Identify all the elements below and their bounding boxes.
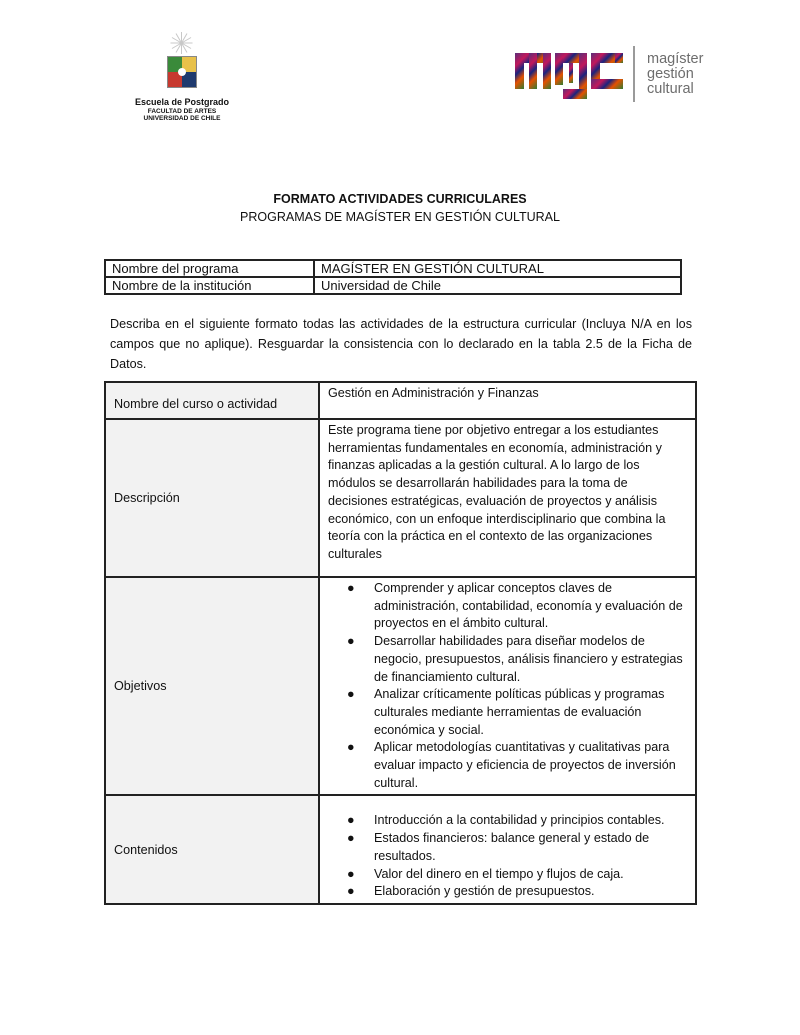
contents-label: Contenidos <box>105 795 319 904</box>
list-item-text: Aplicar metodologías cuantitativas y cualitativas para evaluar impacto y eficiencia de proyectos de inversión cultural. <box>374 740 676 790</box>
program-name-label: Nombre del programa <box>105 260 314 277</box>
contents-value <box>319 795 696 904</box>
table-row <box>105 382 696 419</box>
description-value <box>319 419 696 577</box>
bullet-icon: ● <box>347 581 355 595</box>
institution-value: Universidad de Chile <box>314 277 681 294</box>
list-item <box>347 580 687 633</box>
table-row <box>105 277 681 294</box>
objectives-label: Objetivos <box>105 577 319 795</box>
contents-list <box>328 812 687 901</box>
list-item-text: Valor del dinero en el tiempo y flujos de caja. <box>374 866 624 881</box>
program-info-table <box>104 259 682 295</box>
description-text: Este programa tiene por objetivo entregar a los estudiantes herramientas fundamentales en economía, administración y finanzas aplicadas a la gestión cultural. A lo largo de los módulos se desarrollarán habilidades para la toma de decisiones estratégicas, evaluación de proyectos y análisis económico, con un enfoque interdisciplinario que combina la teoría con la práctica en el contexto de las organizaciones culturales <box>328 423 666 561</box>
list-item <box>347 633 687 686</box>
table-row <box>105 260 681 277</box>
list-item <box>347 686 687 739</box>
bullet-icon: ● <box>347 687 355 702</box>
bullet-icon: ● <box>347 866 355 881</box>
table-row <box>105 419 696 577</box>
list-item <box>347 883 687 901</box>
escuela-postgrado-logo <box>128 32 236 122</box>
list-item <box>347 830 687 865</box>
list-item-text: Analizar críticamente políticas públicas y programas culturales mediante herramientas de evaluación económica y social. <box>374 687 665 737</box>
logo-school-name: Escuela de Postgrado <box>134 97 230 107</box>
logo-university-name: UNIVERSIDAD DE CHILE <box>143 115 221 122</box>
logo-divider <box>633 46 635 102</box>
list-item <box>347 739 687 792</box>
bullet-icon: ● <box>347 740 355 755</box>
list-item-text: Elaboración y gestión de presupuestos. <box>374 884 595 899</box>
title-main: FORMATO ACTIVIDADES CURRICULARES <box>273 192 527 206</box>
program-name-value: MAGÍSTER EN GESTIÓN CULTURAL <box>314 260 681 277</box>
instructions-paragraph: Describa en el siguiente formato todas las actividades de la estructura curricular (Incluya N/A en los campos que no aplique). Resguardar la consistencia con lo declarado en la tabla 2.5 de la Ficha de Datos. <box>110 317 692 371</box>
list-item-text: Comprender y aplicar conceptos claves de administración, contabilidad, economía y evaluación de proyectos en el ámbito cultural. <box>374 581 683 631</box>
objectives-value <box>319 577 696 795</box>
list-item <box>347 866 687 884</box>
logo-text-line3: cultural <box>647 80 694 97</box>
description-label: Descripción <box>105 419 319 577</box>
university-shield-icon <box>167 56 197 88</box>
course-table <box>104 381 697 905</box>
logo-text-line1: magíster <box>647 50 704 67</box>
logo-faculty-name: FACULTAD DE ARTES <box>147 108 217 115</box>
document-title <box>0 190 800 226</box>
table-row <box>105 577 696 795</box>
bullet-icon: ● <box>347 634 355 649</box>
title-sub: PROGRAMAS DE MAGÍSTER EN GESTIÓN CULTURAL <box>240 210 560 224</box>
list-item-text: Estados financieros: balance general y estado de resultados. <box>374 831 650 863</box>
institution-label: Nombre de la institución <box>105 277 314 294</box>
logo-text-line2: gestión <box>647 65 694 82</box>
list-item-text: Desarrollar habilidades para diseñar modelos de negocio, presupuestos, análisis financiero y estrategias de financiamiento cultural. <box>374 634 683 684</box>
table-row <box>105 795 696 904</box>
sun-star-icon <box>165 32 199 54</box>
bullet-icon: ● <box>347 813 355 828</box>
course-name-label: Nombre del curso o actividad <box>105 382 319 419</box>
objectives-list <box>328 580 687 792</box>
bullet-icon: ● <box>347 831 355 846</box>
list-item-text: Introducción a la contabilidad y principios contables. <box>374 813 665 828</box>
list-item <box>347 812 687 830</box>
bullet-icon: ● <box>347 884 355 899</box>
mgc-logo <box>515 46 703 102</box>
mgc-logo-icon <box>515 49 623 99</box>
course-name-value: Gestión en Administración y Finanzas <box>319 382 696 419</box>
mgc-logo-text <box>647 52 703 97</box>
